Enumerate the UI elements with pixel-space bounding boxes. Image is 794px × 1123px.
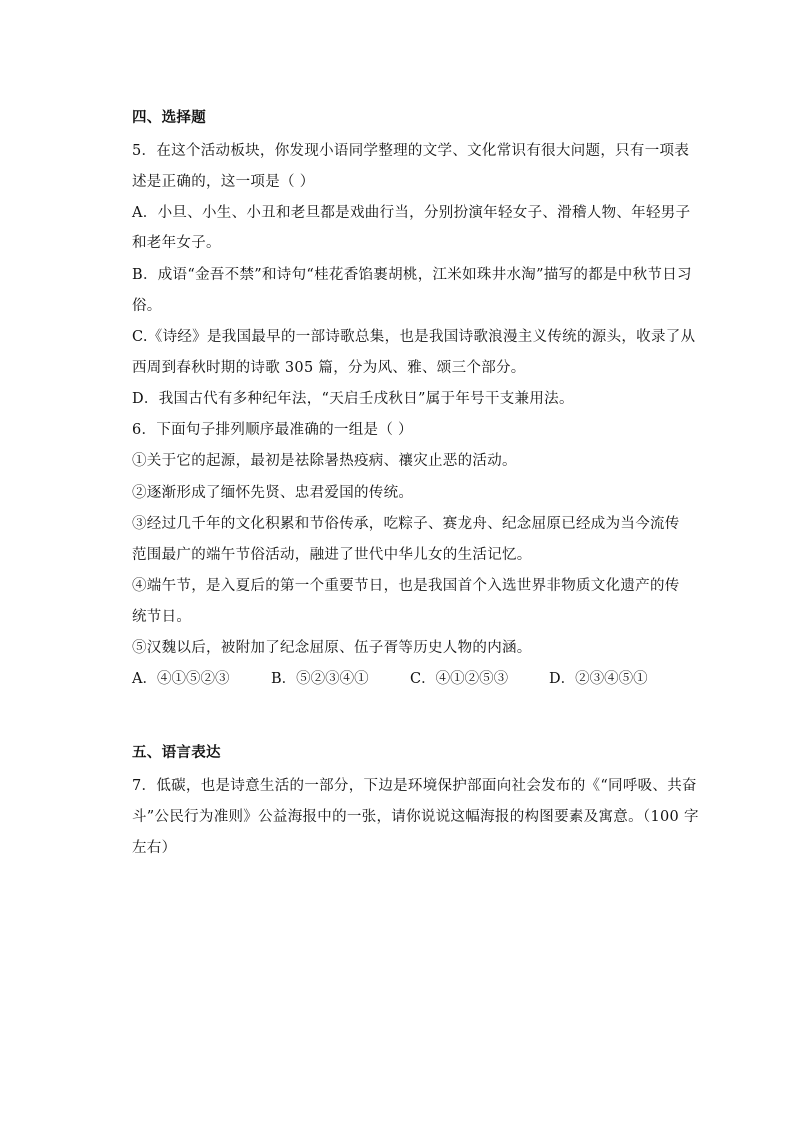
question-5-option-b-line-2: 俗。 <box>132 298 162 314</box>
question-6-sentence-3-line-2: 范围最广的端午节俗活动，融进了世代中华儿女的生活记忆。 <box>132 547 532 563</box>
question-5-stem-line-2: 述是正确的，这一项是（ ） <box>132 174 315 190</box>
question-5-stem-line-1: 5．在这个活动板块，你发现小语同学整理的文学、文化常识有很大问题，只有一项表 <box>132 143 690 159</box>
question-6-sentence-4-line-1: ④端午节，是入夏后的第一个重要节日，也是我国首个入选世界非物质文化遗产的传 <box>132 578 680 594</box>
question-6-option-d: D．②③④⑤① <box>549 671 648 687</box>
question-6-options <box>132 669 672 689</box>
section-heading-choice: 四、选择题 <box>132 110 206 126</box>
question-6-option-b: B．⑤②③④① <box>271 671 369 687</box>
question-5-option-d: D．我国古代有多种纪年法，“天启壬戌秋日”属于年号干支兼用法。 <box>132 391 574 407</box>
question-5-option-a-line-2: 和老年女子。 <box>132 235 221 251</box>
question-5-option-c-line-1: C.《诗经》是我国最早的一部诗歌总集，也是我国诗歌浪漫主义传统的源头，收录了从 <box>132 329 696 345</box>
section-heading-language-expression: 五、语言表达 <box>132 745 221 761</box>
question-7-stem-line-3: 左右） <box>132 840 177 856</box>
question-6-sentence-4-line-2: 统节日。 <box>132 609 192 625</box>
question-7-stem-line-2: 斗”公民行为准则》公益海报中的一张，请你说说这幅海报的构图要素及寓意。（100 字 <box>132 809 699 825</box>
question-6-sentence-3-line-1: ③经过几千年的文化积累和节俗传承，吃粽子、赛龙舟、纪念屈原已经成为当今流传 <box>132 516 680 532</box>
question-7-stem-line-1: 7．低碳，也是诗意生活的一部分，下边是环境保护部面向社会发布的《“同呼吸、共奋 <box>132 778 697 794</box>
question-5-option-c-line-2: 西周到春秋时期的诗歌 305 篇，分为风、雅、颂三个部分。 <box>132 360 526 376</box>
question-6-sentence-1: ①关于它的起源，最初是祛除暑热疫病、禳灾止恶的活动。 <box>132 453 517 469</box>
question-6-option-c: C．④①②⑤③ <box>410 671 509 687</box>
question-6-sentence-2: ②逐渐形成了缅怀先贤、忠君爱国的传统。 <box>132 485 414 501</box>
question-6-option-a: A．④①⑤②③ <box>132 671 230 687</box>
question-6-sentence-5: ⑤汉魏以后，被附加了纪念屈原、伍子胥等历史人物的内涵。 <box>132 640 532 656</box>
question-5-option-b-line-1: B．成语“金吾不禁”和诗句“桂花香馅裹胡桃，江米如珠井水淘”描写的都是中秋节日习 <box>132 267 692 283</box>
question-6-stem: 6．下面句子排列顺序最准确的一组是（ ） <box>132 422 413 438</box>
question-5-option-a-line-1: A．小旦、小生、小丑和老旦都是戏曲行当，分别扮演年轻女子、滑稽人物、年轻男子 <box>132 205 691 221</box>
